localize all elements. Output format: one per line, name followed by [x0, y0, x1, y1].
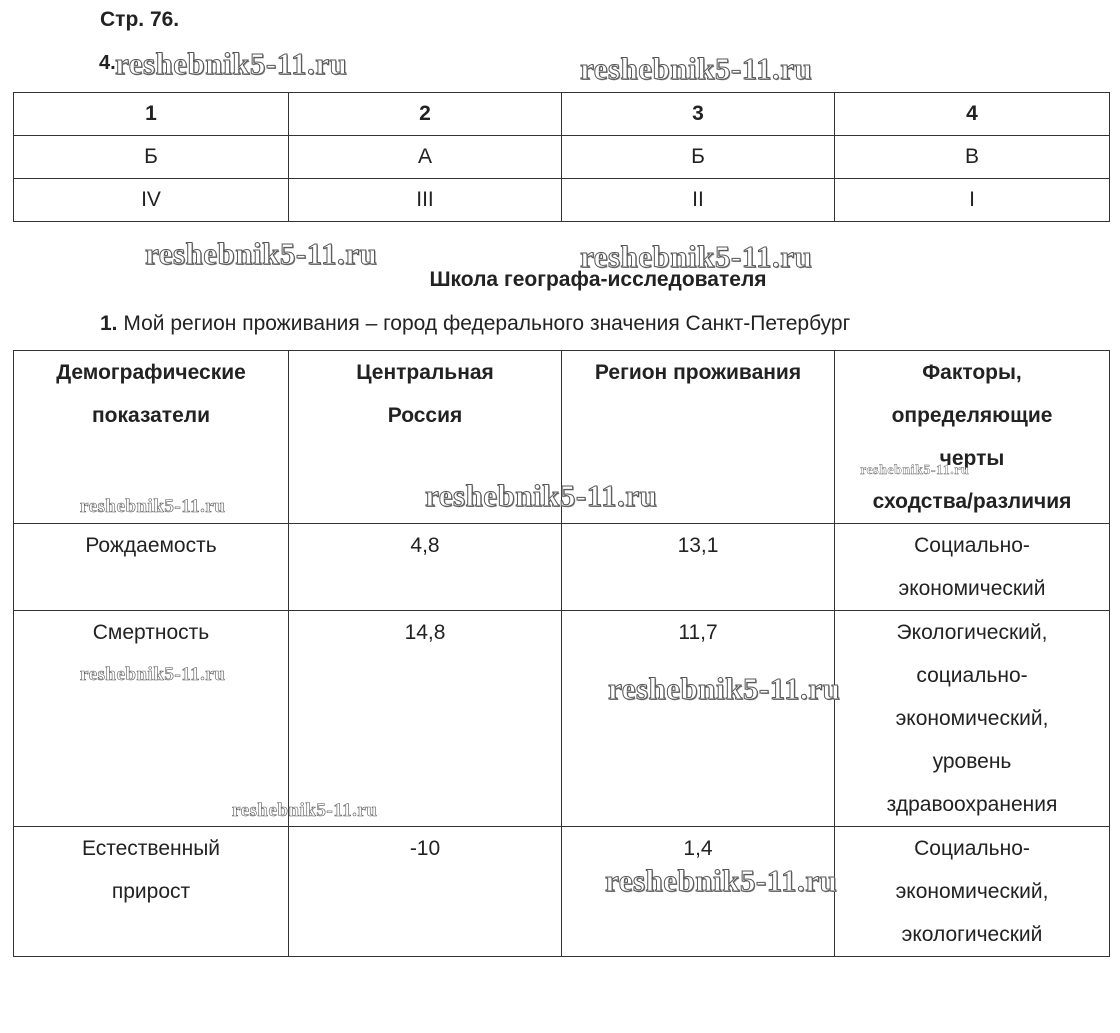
table-cell: IV	[14, 179, 289, 222]
section-title: Школа географа-исследователя	[429, 268, 767, 291]
table-cell: 3	[562, 93, 835, 136]
watermark: reshebnik5-11.ru	[80, 496, 226, 517]
watermark: reshebnik5-11.ru	[80, 664, 226, 685]
task-number: 4.	[99, 52, 116, 74]
table-cell: 13,1	[562, 524, 835, 611]
watermark: reshebnik5-11.ru	[608, 671, 841, 706]
watermark: reshebnik5-11.ru	[580, 239, 813, 274]
table-cell: Б	[14, 136, 289, 179]
table-cell: -10	[289, 827, 562, 957]
table-cell: В	[835, 136, 1110, 179]
table-cell: 4,8	[289, 524, 562, 611]
table-row	[14, 179, 1110, 222]
table-row	[14, 611, 1110, 827]
table-header-cell: Регион проживания	[562, 351, 835, 524]
watermark: reshebnik5-11.ru	[425, 478, 658, 513]
table-header-cell: Факторы, определяющие черты сходства/различия	[835, 351, 1110, 524]
watermark: reshebnik5-11.ru	[145, 236, 378, 271]
demographics-table	[13, 350, 1110, 957]
table-cell: 4	[835, 93, 1110, 136]
table-header-cell: Центральная Россия	[289, 351, 562, 524]
table-cell: Естественный прирост	[14, 827, 289, 957]
table-cell: I	[835, 179, 1110, 222]
table-cell: II	[562, 179, 835, 222]
table-cell: Б	[562, 136, 835, 179]
table-header-cell: Демографические показатели	[14, 351, 289, 524]
table-cell: 1,4	[562, 827, 835, 957]
table-cell: Смертность	[14, 611, 289, 827]
table-cell: III	[289, 179, 562, 222]
table-cell: 2	[289, 93, 562, 136]
table-cell: 14,8	[289, 611, 562, 827]
watermark: reshebnik5-11.ru	[232, 800, 378, 821]
table-cell: Экологический, социально- экономический, уровень здравоохранения	[835, 611, 1110, 827]
table-row	[14, 136, 1110, 179]
table-cell: Социально- экономический	[835, 524, 1110, 611]
table-row	[14, 524, 1110, 611]
question-text	[100, 312, 850, 336]
table-cell: А	[289, 136, 562, 179]
watermark: reshebnik5-11.ru	[115, 46, 348, 81]
table-cell: Рождаемость	[14, 524, 289, 611]
page-title: Стр. 76.	[100, 8, 180, 31]
table-header-row	[14, 93, 1110, 136]
watermark: reshebnik5-11.ru	[580, 51, 813, 86]
watermark: reshebnik5-11.ru	[605, 863, 838, 898]
answer-table	[13, 92, 1110, 222]
question-number: 1.	[100, 312, 118, 335]
question-body: Мой регион проживания – город федерального значения Санкт-Петербург	[123, 312, 851, 335]
table-cell: Социально- экономический, экологический	[835, 827, 1110, 957]
table-cell: 1	[14, 93, 289, 136]
table-row	[14, 827, 1110, 957]
table-cell: 11,7	[562, 611, 835, 827]
watermark: reshebnik5-11.ru	[860, 463, 970, 478]
